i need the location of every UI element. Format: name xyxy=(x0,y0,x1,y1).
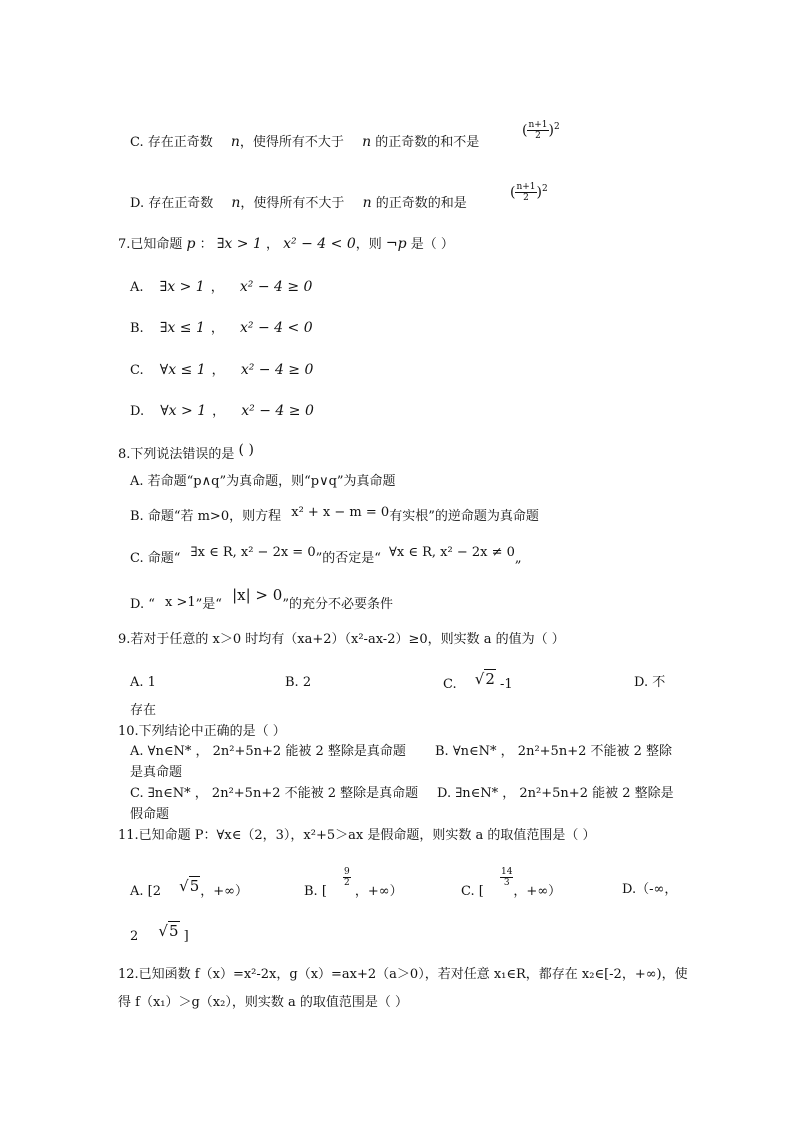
q7-colon: ： xyxy=(199,237,213,252)
sqrt-expression: √2 xyxy=(474,670,495,688)
option-label: D. xyxy=(130,404,145,419)
q11-a-pre: A. [2 xyxy=(130,884,161,899)
fraction xyxy=(343,867,351,888)
option-inequality: x² − 4 < 0 xyxy=(240,320,313,336)
q10-option-b: B. ∀n∈N* ， 2n²+5n+2 不能被 2 整除 xyxy=(435,744,673,759)
q9-option-d: D. 不 xyxy=(634,675,666,690)
var-n: n xyxy=(362,134,372,150)
option-label: A. xyxy=(130,280,144,295)
radicand: 5 xyxy=(168,922,179,940)
q10-option-a: A. ∀n∈N* ， 2n²+5n+2 能被 2 整除是真命题 xyxy=(130,744,406,759)
radicand: 2 xyxy=(485,670,495,688)
q11-a-post: ，+∞） xyxy=(200,884,248,899)
q7-stem xyxy=(118,235,454,254)
q8-c-text: C. 命题“ xyxy=(130,551,181,566)
option-quantifier: ∃x ≤ 1 xyxy=(159,320,205,336)
option-inequality: x² − 4 ≥ 0 xyxy=(240,362,314,378)
q8-stem xyxy=(118,442,254,464)
frac-denominator: 2 xyxy=(523,193,529,204)
q9-option-b: B. 2 xyxy=(285,675,312,690)
q10-stem: 10.下列结论中正确的是（ ） xyxy=(118,724,286,739)
var-n: n xyxy=(231,195,241,211)
q9-option-a: A. 1 xyxy=(130,675,156,690)
q11-stem: 11.已知命题 P：∀x∈（2，3），x²+5＞ax 是假命题，则实数 a 的取值范围是（ ） xyxy=(118,828,596,843)
q8-d-condition: x >1 xyxy=(165,595,196,610)
q7-option-b xyxy=(130,319,313,338)
fraction xyxy=(500,867,513,888)
q11-b-post: ，+∞） xyxy=(354,884,403,899)
q6-d-text-mid: ，使得所有不大于 xyxy=(240,196,345,211)
q8-b-text: B. 命题“若 m>0，则方程 xyxy=(130,509,282,524)
option-inequality: x² − 4 ≥ 0 xyxy=(239,279,313,295)
q6-option-c xyxy=(130,133,479,152)
option-comma: ， xyxy=(210,280,224,295)
q7-option-c xyxy=(130,361,313,380)
q6-c-text: C. 存在正奇数 xyxy=(130,135,213,150)
var-n: n xyxy=(362,195,372,211)
q8-c-proposition: ∃x ∈ R, x² − 2x = 0 xyxy=(190,545,316,560)
q7-then: ，则 xyxy=(355,237,382,252)
q8-c-negation: ∀x ∈ R, x² − 2x ≠ 0 xyxy=(389,545,515,560)
q7-inequality: x² − 4 < 0 xyxy=(283,236,356,252)
q11-option-b xyxy=(304,867,403,902)
q8-c-text-mid: ”的否定是“ xyxy=(315,551,381,566)
q6-c-formula: ( $\frac{n+1}{2}$ )$^2$ xyxy=(522,120,560,142)
frac-numerator: n+1 xyxy=(516,182,536,193)
var-n: n xyxy=(230,134,240,150)
q7-tail: 是（ ） xyxy=(410,237,454,252)
q11-d-post: ] xyxy=(183,929,189,944)
option-comma: ， xyxy=(210,321,224,336)
q7-comma: ， xyxy=(265,237,279,252)
q9-option-c xyxy=(443,670,513,694)
q11-option-d-cont xyxy=(130,922,189,946)
frac-denominator: 3 xyxy=(503,878,510,888)
q8-d-text: D. “ xyxy=(130,597,155,612)
q11-option-c xyxy=(461,867,562,902)
frac-denominator: 2 xyxy=(344,878,350,888)
sqrt-expression: √5 xyxy=(179,877,200,895)
q8-paren: ( ) xyxy=(238,442,254,458)
q6-option-d xyxy=(130,194,467,213)
q8-b-equation: x² + x − m = 0 xyxy=(291,505,390,520)
q11-d-pre: 2 xyxy=(130,929,139,944)
q8-option-d xyxy=(130,586,393,614)
frac-numerator: 9 xyxy=(344,867,350,877)
q11-option-d: D.（-∞， xyxy=(622,882,678,897)
q7-neg-p: ¬p xyxy=(385,236,407,252)
q7-stem-text: 7.已知命题 xyxy=(118,237,183,252)
q7-condition: ∃x > 1 xyxy=(216,236,262,252)
option-comma: ， xyxy=(211,363,225,378)
q8-stem-text: 8.下列说法错误的是 xyxy=(118,447,235,462)
q6-c-text-mid: ，使得所有不大于 xyxy=(239,135,344,150)
option-quantifier: ∃x > 1 xyxy=(159,279,205,295)
q6-d-formula: ( $\frac{n+1}{2}$ )$^2$ xyxy=(510,182,548,204)
var-p: p xyxy=(186,236,196,252)
frac-numerator: 14 xyxy=(500,867,513,877)
q7-option-d xyxy=(130,402,314,421)
option-comma: ， xyxy=(212,404,226,419)
q10-option-d: D. ∃n∈N* ， 2n²+5n+2 能被 2 整除是 xyxy=(437,786,674,801)
frac-numerator: n+1 xyxy=(528,120,548,131)
option-quantifier: ∀x ≤ 1 xyxy=(159,362,206,378)
q8-d-abs: |x| > 0 xyxy=(232,586,283,604)
q11-option-a xyxy=(130,877,248,901)
q8-option-a: A. 若命题“p∧q”为真命题，则“p∨q”为真命题 xyxy=(130,474,396,489)
q9-c-post: -1 xyxy=(500,677,513,692)
option-label: C. xyxy=(130,363,144,378)
option-quantifier: ∀x > 1 xyxy=(160,403,207,419)
q8-option-b xyxy=(130,505,539,526)
frac-denominator: 2 xyxy=(535,131,541,142)
q12-line-1: 12.已知函数 f（x）=x²-2x，g（x）=ax+2（a＞0），若对任意 x₁∈R，都存在 x₂∈[-2，+∞)，使 xyxy=(118,967,688,982)
radicand: 5 xyxy=(189,877,200,895)
q11-c-pre: C. [ xyxy=(461,884,484,899)
exponent: 2 xyxy=(542,184,548,194)
q11-c-post: ，+∞） xyxy=(513,884,562,899)
q10-option-c: C. ∃n∈N* ， 2n²+5n+2 不能被 2 整除是真命题 xyxy=(130,786,419,801)
option-label: B. xyxy=(130,321,144,336)
sqrt-expression: √5 xyxy=(158,922,179,940)
q11-b-pre: B. [ xyxy=(304,884,327,899)
exponent: 2 xyxy=(554,122,560,132)
q8-c-text-post: „ xyxy=(514,551,522,566)
q8-option-c xyxy=(130,545,522,568)
q6-d-text: D. 存在正奇数 xyxy=(130,196,214,211)
q9-option-d-cont: 存在 xyxy=(130,703,157,718)
q8-b-text-post: 有实根”的逆命题为真命题 xyxy=(389,509,539,524)
q10-option-d-cont: 假命题 xyxy=(130,807,170,822)
q9-stem: 9.若对于任意的 x＞0 时均有（xa+2）（x²-ax-2）≥0，则实数 a 的值为（ ） xyxy=(118,632,565,647)
q8-d-text-mid: ”是“ xyxy=(195,597,222,612)
q12-line-2: 得 f（x₁）＞g（x₂），则实数 a 的取值范围是（ ） xyxy=(118,995,408,1010)
q9-c-label: C. xyxy=(443,677,457,692)
q6-d-text-post: 的正奇数的和是 xyxy=(375,196,467,211)
option-inequality: x² − 4 ≥ 0 xyxy=(241,403,314,419)
q7-option-a xyxy=(130,278,312,297)
q10-option-b-cont: 是真命题 xyxy=(130,765,183,780)
q8-d-text-post: ”的充分不必要条件 xyxy=(282,597,393,612)
q6-c-text-post: 的正奇数的和不是 xyxy=(375,135,480,150)
